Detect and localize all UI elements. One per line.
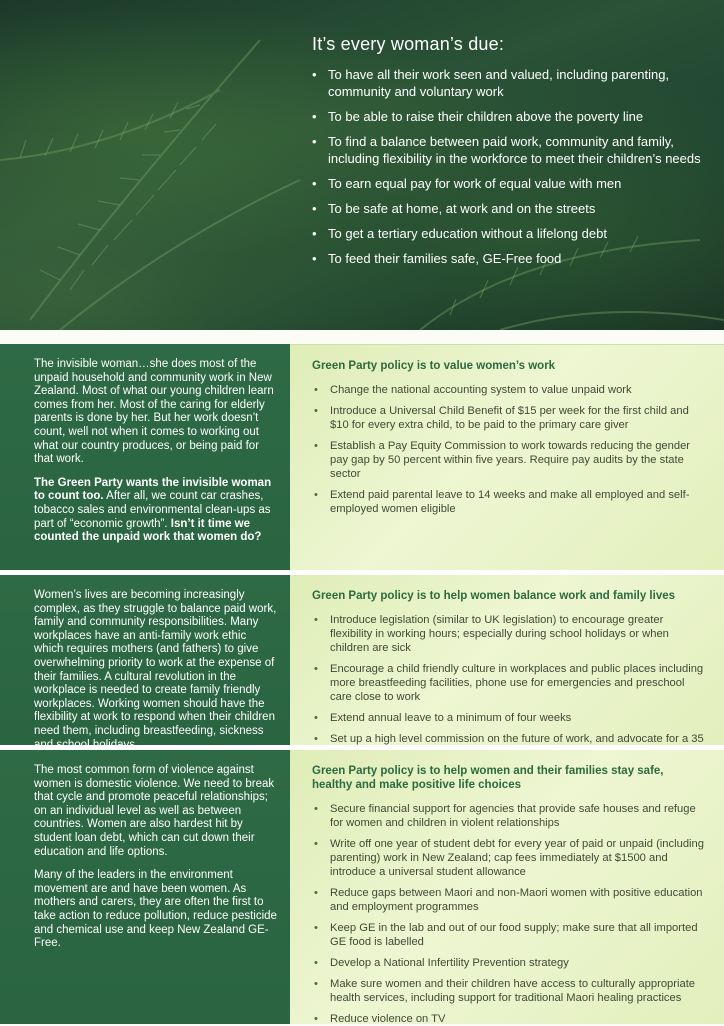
policy-heading: Green Party policy is to help women balance work and family lives bbox=[312, 590, 676, 602]
policy-item: • Secure financial support for agencies that provide safe houses and refuge for women and children in violent relationships bbox=[314, 803, 696, 829]
header-list-item: • To feed their families safe, GE-Free food bbox=[312, 251, 562, 266]
intro-paragraph: The most common form of violence against women is domestic violence. We need to break that cycle and promote peaceful relationships; on an individual level as well as between countries. Women are also hardest hit by student loan debt, which can cut down their education and life options. bbox=[34, 764, 275, 858]
policy-item: • Keep GE in the lab and out of our food supply; make sure that all imported GE food is labelled bbox=[314, 922, 698, 948]
intro-paragraph: The Green Party wants the invisible woman to count too. After all, we count car crashes, tobacco sales and environmental clean-ups as part of “economic growth”. Isn’t it time we counted the unpaid work that women do? bbox=[34, 476, 272, 544]
policy-item: • Change the national accounting system to value unpaid work bbox=[314, 384, 632, 396]
policy-item: • Reduce violence on TV bbox=[314, 1013, 446, 1025]
policy-list bbox=[312, 383, 706, 516]
bullet-icon: • bbox=[314, 887, 318, 899]
section-intro bbox=[0, 344, 290, 570]
intro-paragraph: The invisible woman…she does most of the unpaid household and community work in New Zealand. Most of what our young children learn comes from her. Most of the caring for elderly parents is done by her. But her work doesn’t count, well not when it comes to working out what our country produces, or being paid for that work. bbox=[34, 358, 274, 466]
policy-item: • Reduce gaps between Maori and non-Maori women with positive education and employment programmes bbox=[314, 887, 703, 913]
bullet-icon: • bbox=[314, 803, 318, 815]
bullet-icon: • bbox=[312, 226, 317, 241]
bullet-icon: • bbox=[312, 109, 317, 124]
section-work-family bbox=[0, 575, 724, 745]
section-intro bbox=[0, 750, 290, 1024]
bullet-icon: • bbox=[312, 251, 317, 266]
policy-item: • Encourage a child friendly culture in workplaces and public places including more breastfeeding facilities, phone use for emergencies and preschool care close to work bbox=[314, 663, 704, 703]
policy-heading: Green Party policy is to help women and their families stay safe, healthy and make positive life choices bbox=[312, 765, 664, 791]
header-list bbox=[312, 66, 702, 275]
policy-item: • Extend annual leave to a minimum of four weeks bbox=[314, 712, 572, 724]
bullet-icon: • bbox=[314, 440, 318, 452]
policy-panel bbox=[290, 344, 724, 570]
bullet-icon: • bbox=[314, 405, 318, 417]
policy-panel bbox=[290, 750, 724, 1024]
policy-heading: Green Party policy is to value women’s work bbox=[312, 360, 556, 372]
bullet-icon: • bbox=[314, 489, 318, 501]
header-title: It’s every woman’s due: bbox=[312, 34, 505, 54]
bullet-icon: • bbox=[312, 201, 317, 216]
header-banner bbox=[0, 0, 724, 330]
bullet-icon: • bbox=[314, 978, 318, 990]
header-list-item: • To find a balance between paid work, community and family, including flexibility in the workforce to meet their children’s needs bbox=[312, 134, 701, 166]
bullet-icon: • bbox=[312, 67, 317, 82]
policy-item: • Introduce legislation (similar to UK legislation) to encourage greater flexibility in working hours; especially during school holidays or when children are sick bbox=[314, 614, 669, 654]
policy-item: • Make sure women and their children have access to culturally appropriate health services, including support for traditional Maori healing practices bbox=[314, 978, 696, 1004]
bullet-icon: • bbox=[314, 712, 318, 724]
header-list-item: • To have all their work seen and valued, including parenting, community and voluntary work bbox=[312, 67, 670, 99]
bullet-icon: • bbox=[314, 733, 318, 745]
bullet-icon: • bbox=[314, 1013, 318, 1025]
policy-item: • Establish a Pay Equity Commission to work towards reducing the gender pay gap by 50 percent within five years. Require pay audits by the state sector bbox=[314, 440, 691, 480]
bullet-icon: • bbox=[314, 838, 318, 850]
policy-item: • Introduce a Universal Child Benefit of $15 per week for the first child and $10 for every extra child, to be paid to the primary care giver bbox=[314, 405, 689, 431]
policy-list bbox=[312, 613, 706, 760]
bullet-icon: • bbox=[314, 922, 318, 934]
bullet-icon: • bbox=[312, 134, 317, 149]
bullet-icon: • bbox=[314, 957, 318, 969]
section-safety-health bbox=[0, 750, 724, 1024]
header-list-item: • To be able to raise their children above the poverty line bbox=[312, 109, 644, 124]
bullet-icon: • bbox=[314, 614, 318, 626]
section-invisible-woman bbox=[0, 344, 724, 570]
section-intro bbox=[0, 575, 290, 745]
policy-item: • Extend paid parental leave to 14 weeks and make all employed and self-employed women eligible bbox=[314, 489, 690, 515]
policy-list bbox=[312, 802, 706, 1026]
intro-paragraph: Women’s lives are becoming increasingly complex, as they struggle to balance paid work, family and community responsibilities. Many workplaces have an anti-family work ethic which requires mothers (and fathers) to give overwhelming priority to work at the expense of their families. A cultural revolution in the workplace is needed to create family friendly workplaces. Working women should have the flexibility at work to respond when their children need them, including breastfeeding, sickness bbox=[34, 589, 277, 737]
policy-item: • Set up a high level commission on the future of work, and advocate for a 35 bbox=[314, 733, 704, 745]
intro-paragraph: Many of the leaders in the environment movement are and have been women. As mothers and carers, they are often the first to take action to reduce pollution, reduce pesticide and chemical use and keep New Zealand GE-Free. bbox=[34, 869, 277, 950]
policy-panel bbox=[290, 575, 724, 745]
bullet-icon: • bbox=[314, 384, 318, 396]
policy-item: • Write off one year of student debt for every year of paid or unpaid (including parenting) work in New Zealand; cap fees immediately at $1500 and introduce a universal student allowance bbox=[314, 838, 704, 878]
header-list-item: • To be safe at home, at work and on the streets bbox=[312, 201, 596, 216]
bullet-icon: • bbox=[314, 663, 318, 675]
header-list-item: • To get a tertiary education without a lifelong debt bbox=[312, 226, 607, 241]
policy-item: • Develop a National Infertility Prevention strategy bbox=[314, 957, 569, 969]
header-list-item: • To earn equal pay for work of equal value with men bbox=[312, 176, 622, 191]
bullet-icon: • bbox=[312, 176, 317, 191]
